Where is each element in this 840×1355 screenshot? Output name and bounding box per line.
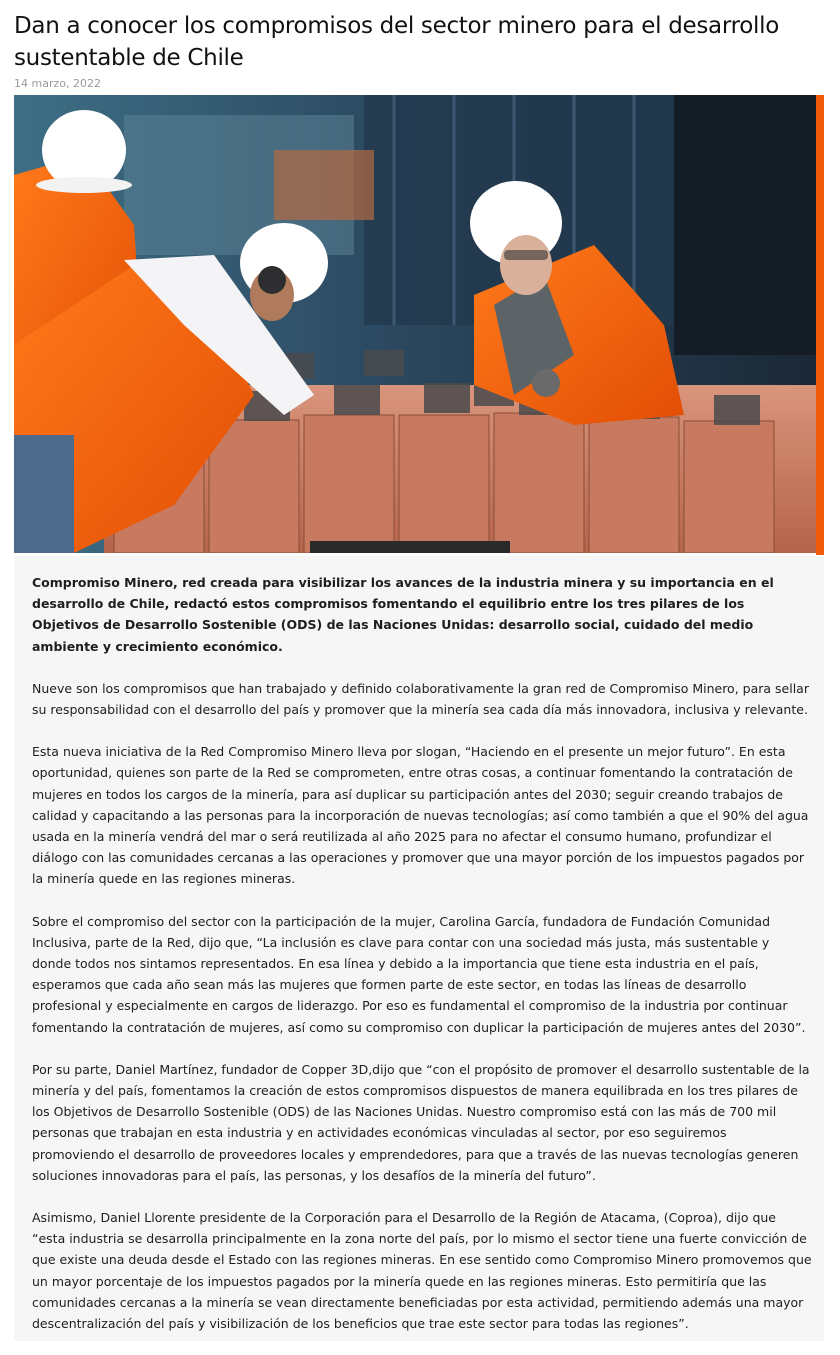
article-body xyxy=(32,572,812,1355)
paragraph: Nueve son los compromisos que han trabajado y definido colaborativamente la gran red de Compromiso Minero, para sellar su responsabilidad con el desarrollo del país y promover que la minería sea cada día más innovadora, inclusiva y relevante. xyxy=(32,680,809,718)
accent-bar xyxy=(816,95,824,555)
lead-paragraph: Compromiso Minero, red creada para visibilizar los avances de la industria minera y su importancia en el desarrollo de Chile, redactó estos compromisos fomentando el equilibrio entre los tres pilares de los Objetivos de Desarrollo Sostenible (ODS) de las Naciones Unidas: desarrollo social, cuidado del medio ambiente y crecimiento económico. xyxy=(32,575,774,654)
article-date: 14 marzo, 2022 xyxy=(14,77,101,90)
paragraph: Por su parte, Daniel Martínez, fundador de Copper 3D,dijo que “con el propósito de promover el desarrollo sustentable de la minería y del país, fomentamos la creación de estos compromisos dispuestos de manera equilibrada en los tres pilares de los Objetivos de Desarrollo Sostenible (ODS) de las Naciones Unidas. Nuestro compromiso está con las más de 700 mil personas que trabajan en esta industria y en actividades económicas vinculadas al sector, por eso seguiremos promoviendo el desarrollo de proveedores locales y emprendedores, para que a través de las nuevas tecnologías generen soluciones innovadoras para el país, las personas, y los desafíos de la minería del futuro”. xyxy=(32,1061,810,1183)
paragraph: Sobre el compromiso del sector con la participación de la mujer, Carolina García, fundadora de Fundación Comunidad Inclusiva, parte de la Red, dijo que, “La inclusión es clave para contar con una sociedad más justa, más sustentable y donde todos nos sintamos representados. En esa línea y debido a la importancia que tiene esta industria en el país, esperamos que cada año sean más las mujeres que formen parte de este sector, en todas las líneas de desarrollo profesional y especialmente en cargos de liderazgo. Por eso es fundamental el compromiso de la industria por continuar fomentando la contratación de mujeres, así como su compromiso con duplicar la participación de mujeres antes del 2030”. xyxy=(32,913,806,1035)
hero-photo xyxy=(14,95,816,553)
article-title: Dan a conocer los compromisos del sector minero para el desarrollo sustentable de Chile xyxy=(14,13,779,71)
paragraph: Esta nueva iniciativa de la Red Compromiso Minero lleva por slogan, “Haciendo en el presente un mejor futuro”. En esta oportunidad, quienes son parte de la Red se comprometen, entre otras cosas, a continuar fomentando la contratación de mujeres en todos los cargos de la minería, para así duplicar su participación antes del 2030; seguir creando trabajos de calidad y capacitando a las personas para la incorporación de nuevas tecnologías; así como también a que el 90% del agua usada en la minería vendrá del mar o será reutilizada al año 2025 para no afectar el consumo humano, profundizar el diálogo con las comunidades cercanas a las operaciones y promover que una mayor porción de los impuestos pagados por la minería quede en las regiones mineras. xyxy=(32,744,809,887)
paragraph: Asimismo, Daniel Llorente presidente de la Corporación para el Desarrollo de la Región de Atacama, (Coproa), dijo que “esta industria se desarrolla principalmente en la zona norte del país, por lo mismo el sector tiene una fuerte convicción de que existe una deuda desde el Estado con las regiones mineras. En ese sentido como Compromiso Minero promovemos que un mayor porcentaje de los impuestos pagados por la minería quede en las regiones mineras. Esto permitiría que las comunidades cercanas a la minería se vean directamente beneficiadas por esta actividad, permitiendo además una mayor descentralización del país y visibilización de los beneficios que trae este sector para todas las regiones”. xyxy=(32,1210,812,1332)
